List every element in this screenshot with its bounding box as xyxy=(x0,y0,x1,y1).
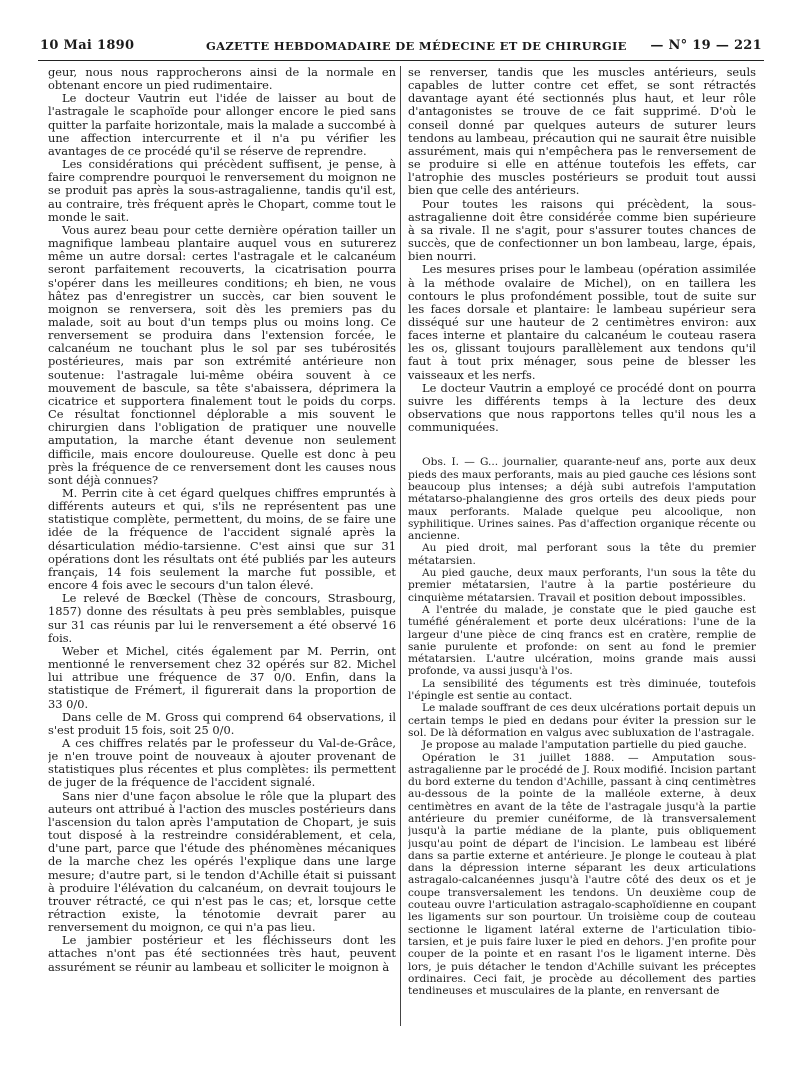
observation-paragraph: Je propose au malade l'amputation partielle du pied gauche. xyxy=(422,739,747,752)
paragraph: Les mesures prises pour le lambeau (opération assimilée à la méthode ovalaire de Michel), on en taillera les contours le plus profondément possible, tout de suite sur les faces dorsale et plantaire: le lambeau supérieur sera disséqué sur une hauteur de 2 centimètres environ: aux faces interne et plantaire du calcanéum le couteau rasera les os, glissant toujours parallèlement aux tendons qu'il faut à tout prix ménager, sous peine de blesser les vaisseaux et les nerfs. xyxy=(408,262,756,382)
paragraph: Sans nier d'une façon absolue le rôle que la plupart des auteurs ont attribué à l'action des muscles postérieurs dans l'ascension du talon après l'amputation de Chopart, je suis tout disposé à la restreindre considérablement, et cela, d'une part, parce que l'étude des phénomènes mécaniques de la marche chez les opérés l'explique dans une large mesure; d'autre part, si le tendon d'Achille était si puissant à produire l'élévation du calcanéum, on devrait toujours le trouver rétracté, ce qui n'est pas le cas; et, lorsque cette rétraction existe, la ténotomie devrait parer au renversement du moignon, ce qui n'a pas lieu. xyxy=(48,788,396,935)
paragraph: Le docteur Vautrin eut l'idée de laisser au bout de l'astragale le scaphoïde pour allonger encore le pied sans quitter la parfaite horizontale, mais la malade a succombé à une affection intercurrente et il n'a pu vérifier les avantages de ce procédé qu'il se réserve de reprendre. xyxy=(48,91,396,158)
observation-paragraph: A l'entrée du malade, je constate que le pied gauche est tuméfié généralement et porte deux ulcérations: l'une de la largeur d'une pièce de cinq francs est en cratère, remplie de sanie purulente et profonde: on sent au fond le premier métatarsien. L'autre ulcération, moins grande mais aussi profonde, va aussi jusqu'à l'os. xyxy=(408,603,756,678)
paragraph: Vous aurez beau pour cette dernière opération tailler un magnifique lambeau plantaire auquel vous en suturerez même un autre dorsal: certes l'astragale et le calcanéum seront parfaitement recouverts, la cicatrisation pourra s'opérer dans les meilleures conditions; eh bien, ne vous hâtez pas d'enregistrer un succès, car bien souvent le moignon se renversera, soit dès les premiers pas du malade, soit au bout d'un temps plus ou moins long. Ce renversement se produira dans l'extension forcée, le calcanéum ne touchant plus le sol par ses tubérosités postérieures, mais par son extrémité antérieure non soutenue: l'astragale lui-même obéira souvent à ce mouvement de bascule, sa tête s'abaissera, déprimera la cicatrice et supportera finalement tout le poids du corps. Ce résultat fonctionnel déplorable a mis souvent le chirurgien dans l'obligation de pratiquer une nouvelle amputation, la marche étant devenue non seulement difficile, mais encore douloureuse. Quelle est donc à peu près la fréquence de ce renversement dont les causes nous sont déjà connues? xyxy=(48,222,396,487)
observation-paragraph: Au pied droit, mal perforant sous la tête du premier métatarsien. xyxy=(408,542,756,567)
observation-paragraph: Opération le 31 juillet 1888. — Amputation sous-astragalienne par le procédé de J. Roux modifié. Incision partant du bord externe du tendon d'Achille, passant à cinq centimètres au-dessous de la pointe de la malléole externe, à deux centimètres en avant de la tête de l'astragale jusqu'à la partie antérieure du premier cunéiforme, de là transversalement jusqu'à la partie médiane de la plante, puis obliquement jusqu'au point de départ de l'incision. Le lambeau est libéré dans sa partie externe et antérieure. Je plonge le couteau à plat dans la dépression interne séparant les deux articulations astragalo-calcanéennes jusqu'à l'autre côté des deux os et je coupe transversalement les tendons. Un deuxième coup de couteau ouvre l'articulation astragalo-scaphoïdienne en coupant les ligaments sur son pourtour. Un troisième coup de couteau sectionne le ligament latéral externe de l'articulation tibio-tarsien, et je puis faire luxer le pied en dehors. J'en profite pour couper de la pointe et en rasant l'os le ligament interne. Dès lors, je puis détacher le tendon d'Achille suivant les préceptes ordinaires. Ceci fait, je procède au décollement des parties tendineuses et musculaires de la plante, en renversant de xyxy=(408,751,756,998)
header-date: 10 Mai 1890 xyxy=(40,38,135,53)
journal-title: GAZETTE HEBDOMADAIRE DE MÉDECINE ET DE CHIRURGIE xyxy=(206,39,627,53)
right-column xyxy=(408,66,756,1030)
paragraph: Weber et Michel, cités également par M. Perrin, ont mentionné le renversement chez 32 opérés sur 82. Michel lui attribue une fréquence de 37 0/0. Enfin, dans la statistique de Frémert, il figurerait dans la proportion de 33 0/0. xyxy=(48,643,396,711)
paragraph: A ces chiffres relatés par le professeur du Val-de-Grâce, je n'en trouve point de nouveaux à ajouter provenant de statistiques plus récentes et plus complètes: ils permettent de juger de la fréquence de l'accident signalé. xyxy=(48,735,396,790)
section-spacer xyxy=(408,434,756,456)
paragraph: M. Perrin cite à cet égard quelques chiffres empruntés à différents auteurs et qui, s'ils ne représentent pas une statistique complète, permettent, du moins, de se faire une idée de la fréquence de l'accident signalé après la désarticulation médio-tarsienne. C'est ainsi que sur 31 opérations dont les résultats ont été publiés par les auteurs français, 14 fois seulement la marche fut possible, et encore 4 fois avec le secours d'un talon élevé. xyxy=(48,486,396,593)
running-header xyxy=(40,38,762,58)
observation-paragraph: Obs. I. — G... journalier, quarante-neuf ans, porte aux deux pieds des maux perforants, mais au pied gauche ces lésions sont beaucoup plus intenses; a déjà subi autrefois l'amputation métatarso-phalangienne des gros orteils des deux pieds pour maux perforants. Malade quelque peu alcoolique, non syphilitique. Urines saines. Pas d'affection organique récente ou ancienne. xyxy=(408,456,756,543)
paragraph: Le docteur Vautrin a employé ce procédé dont on pourra suivre les différents temps à la lecture des deux observations que nous rapportons telles qu'il nous les a communiquées. xyxy=(408,380,756,435)
paragraph: Pour toutes les raisons qui précèdent, la sous-astragalienne doit être considérée comme bien supérieure à sa rivale. Il ne s'agit, pour s'assurer toutes chances de succès, que de confectionner un bon lambeau, large, épais, bien nourri. xyxy=(408,196,756,264)
paragraph: Le jambier postérieur et les fléchisseurs dont les attaches n'ont pas été sectionnées très haut, peuvent assurément se réunir au lambeau et solliciter le moignon à xyxy=(48,933,396,974)
paragraph: Les considérations qui précèdent suffisent, je pense, à faire comprendre pourquoi le renversement du moignon ne se produit pas après la sous-astragalienne, tandis qu'il est, au contraire, très fréquent après le Chopart, comme tout le monde le sait. xyxy=(48,157,396,224)
observation-paragraph: Au pied gauche, deux maux perforants, l'un sous la tête du premier métatarsien, l'autre à la partie postérieure du cinquième métatarsien. Travail et position debout impossibles. xyxy=(408,567,756,604)
column-divider xyxy=(400,66,401,1026)
paragraph: Le relevé de Bœckel (Thèse de concours, Strasbourg, 1857) donne des résultats à peu près semblables, puisque sur 31 cas réunis par lui le renversement a été observé 16 fois. xyxy=(48,591,396,645)
left-column xyxy=(48,66,396,1030)
paragraph: Dans celle de M. Gross qui comprend 64 observations, il s'est produit 15 fois, soit 25 0/0. xyxy=(48,709,396,737)
issue-page-number: — N° 19 — 221 xyxy=(650,38,762,53)
paragraph: geur, nous nous rapprocherons ainsi de la normale en obtenant encore un pied rudimentaire. xyxy=(48,66,396,93)
observation-paragraph: Le malade souffrant de ces deux ulcérations portait depuis un certain temps le pied en dedans pour éviter la pression sur le sol. De là déformation en valgus avec subluxation de l'astragale. xyxy=(408,702,756,739)
header-rule xyxy=(38,60,764,61)
observation-paragraph: La sensibilité des téguments est très diminuée, toutefois l'épingle est sentie au contact. xyxy=(408,677,756,703)
paragraph: se renverser, tandis que les muscles antérieurs, seuls capables de lutter contre cet effet, se sont rétractés davantage ayant été sectionnés plus haut, et leur rôle d'antagonistes se trouve de ce fait supprimé. D'où le conseil donné par quelques auteurs de suturer leurs tendons au lambeau, précaution qui ne saurait être nuisible assurément, mais qui n'empêchera pas le renversement de se produire si elle en atténue toutefois les effets, car l'atrophie des muscles postérieurs se produit tout aussi bien que celle des antérieurs. xyxy=(408,66,756,198)
